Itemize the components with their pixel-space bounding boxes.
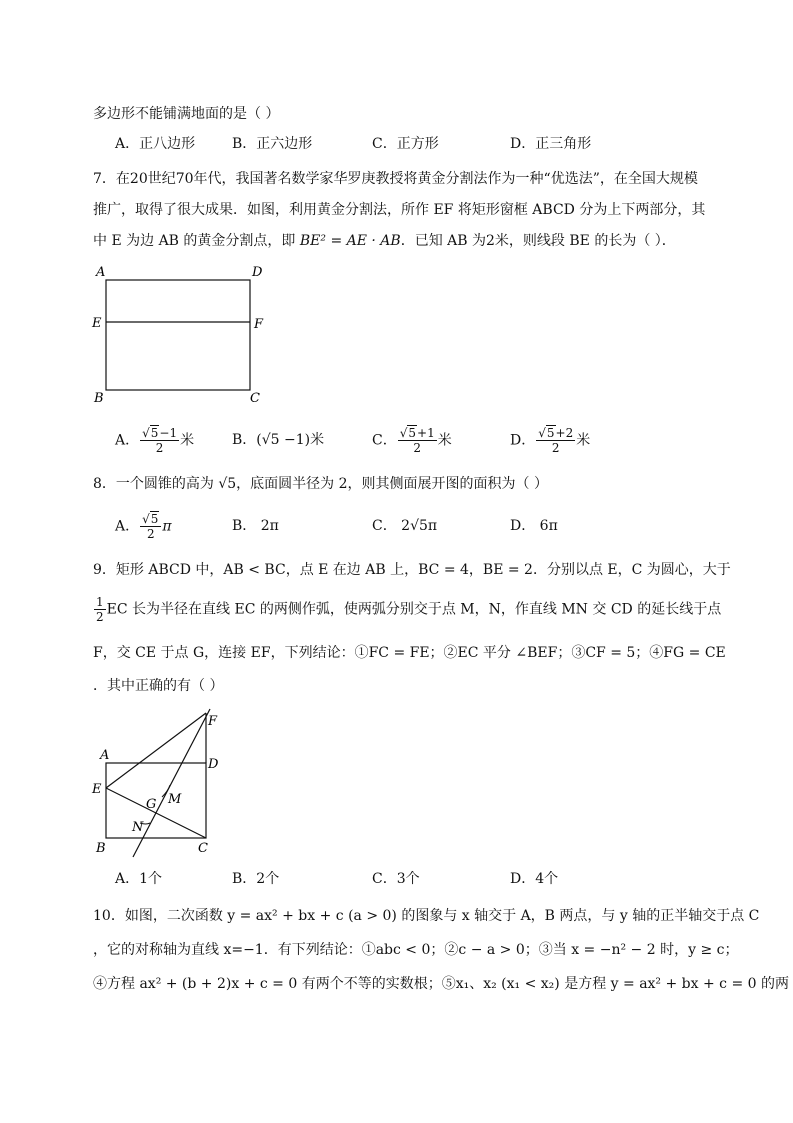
q8-stem: 8．一个圆锥的高为 √5，底面圆半径为 2，则其侧面展开图的面积为（ ） bbox=[93, 476, 548, 492]
q9-option-d: D．4个 bbox=[510, 871, 559, 887]
q9-label-b: B bbox=[96, 841, 106, 856]
q7-label-f: F bbox=[254, 317, 264, 332]
q9-option-c: C．3个 bbox=[372, 871, 420, 887]
q7-label-c: C bbox=[250, 391, 260, 406]
q9-stem-line3: F，交 CE 于点 G，连接 EF，下列结论：①FC = FE；②EC 平分 ∠BEF；③CF = 5；④FG = CE bbox=[93, 645, 726, 661]
q6-option-a: A．正八边形 bbox=[115, 136, 196, 152]
q9-option-b: B．2个 bbox=[232, 871, 280, 887]
q6-option-d: D．正三角形 bbox=[510, 136, 592, 152]
q7-label-d: D bbox=[252, 265, 263, 280]
q9-label-n: N bbox=[132, 820, 144, 835]
q9-label-a: A bbox=[100, 748, 110, 763]
q8-option-d: D． 6π bbox=[510, 518, 558, 534]
q7-option-d: D． $\frac{√5+2}{2}$ 米 bbox=[510, 426, 591, 455]
q9-stem-line1: 9．矩形 ABCD 中，AB < BC，点 E 在边 AB 上，BC = 4，BE = 2．分别以点 E，C 为圆心，大于 bbox=[93, 562, 731, 578]
q7-stem-line3 bbox=[93, 231, 676, 251]
q7-stem-line3b: ．已知 AB 为2米，则线段 BE 的长为（ ）． bbox=[400, 233, 676, 249]
q9-label-c: C bbox=[198, 841, 208, 856]
q10-stem-line1: 10．如图，二次函数 y = ax² + bx + c (a > 0) 的图象与 x 轴交于 A，B 两点，与 y 轴的正半轴交于点 C bbox=[93, 908, 760, 924]
q10-stem-line2: ，它的对称轴为直线 x=−1．有下列结论：①abc < 0；②c − a > 0；③当 x = −n² − 2 时，y ≥ c； bbox=[93, 942, 739, 958]
q9-label-g: G bbox=[146, 797, 157, 812]
q6-option-c: C．正方形 bbox=[372, 136, 439, 152]
q7-formula: BE² = AE · AB bbox=[299, 233, 401, 249]
q8-option-a: A． $\frac{√5}{2}$ π bbox=[115, 512, 172, 541]
q9-stem-line4: ．其中正确的有（ ） bbox=[93, 678, 224, 694]
q7-stem-line2: 推广，取得了很大成果．如图，利用黄金分割法，所作 EF 将矩形窗框 ABCD 分为上下两部分，其 bbox=[93, 202, 706, 218]
q6-option-b: B．正六边形 bbox=[232, 136, 313, 152]
q7-stem-line1: 7．在20世纪70年代，我国著名数学家华罗庚教授将黄金分割法作为一种“优选法”，在全国大规模 bbox=[93, 171, 698, 187]
q9-option-a: A．1个 bbox=[115, 871, 163, 887]
q7-option-c: C． $\frac{√5+1}{2}$ 米 bbox=[372, 426, 452, 455]
q9-half-fraction: $\frac{1}{2}$ bbox=[96, 595, 104, 624]
q9-figure bbox=[88, 705, 233, 862]
q9-label-f: F bbox=[208, 714, 218, 729]
q9-label-m: M bbox=[168, 792, 182, 807]
q8-option-c: C． 2√5π bbox=[372, 518, 438, 534]
q6-stem-tail: 多边形不能铺满地面的是（ ） bbox=[93, 106, 280, 122]
q8-option-b: B． 2π bbox=[232, 518, 279, 534]
q7-figure-rectangle bbox=[88, 262, 273, 407]
q7-option-b: B．(√5 −1)米 bbox=[232, 432, 325, 448]
q10-stem-line3: ④方程 ax² + (b + 2)x + c = 0 有两个不等的实数根；⑤x₁、x₂ (x₁ < x₂) 是方程 y = ax² + bx + c = 0 的两 bbox=[93, 976, 789, 992]
q7-stem-line3a: 中 E 为边 AB 的黄金分割点，即 bbox=[93, 233, 300, 249]
q7-label-e: E bbox=[92, 316, 102, 331]
q9-label-d: D bbox=[208, 757, 219, 772]
q7-label-a: A bbox=[96, 265, 106, 280]
q7-option-a: A． $\frac{√5-1}{2}$ 米 bbox=[115, 426, 195, 455]
q9-stem-line2: $\frac{1}{2}$ EC 长为半径在直线 EC 的两侧作弧，使两弧分别交于点 M，N，作直线 MN 交 CD 的延长线于点 bbox=[96, 595, 722, 624]
q7-label-b: B bbox=[94, 391, 104, 406]
q9-label-e: E bbox=[92, 782, 102, 797]
